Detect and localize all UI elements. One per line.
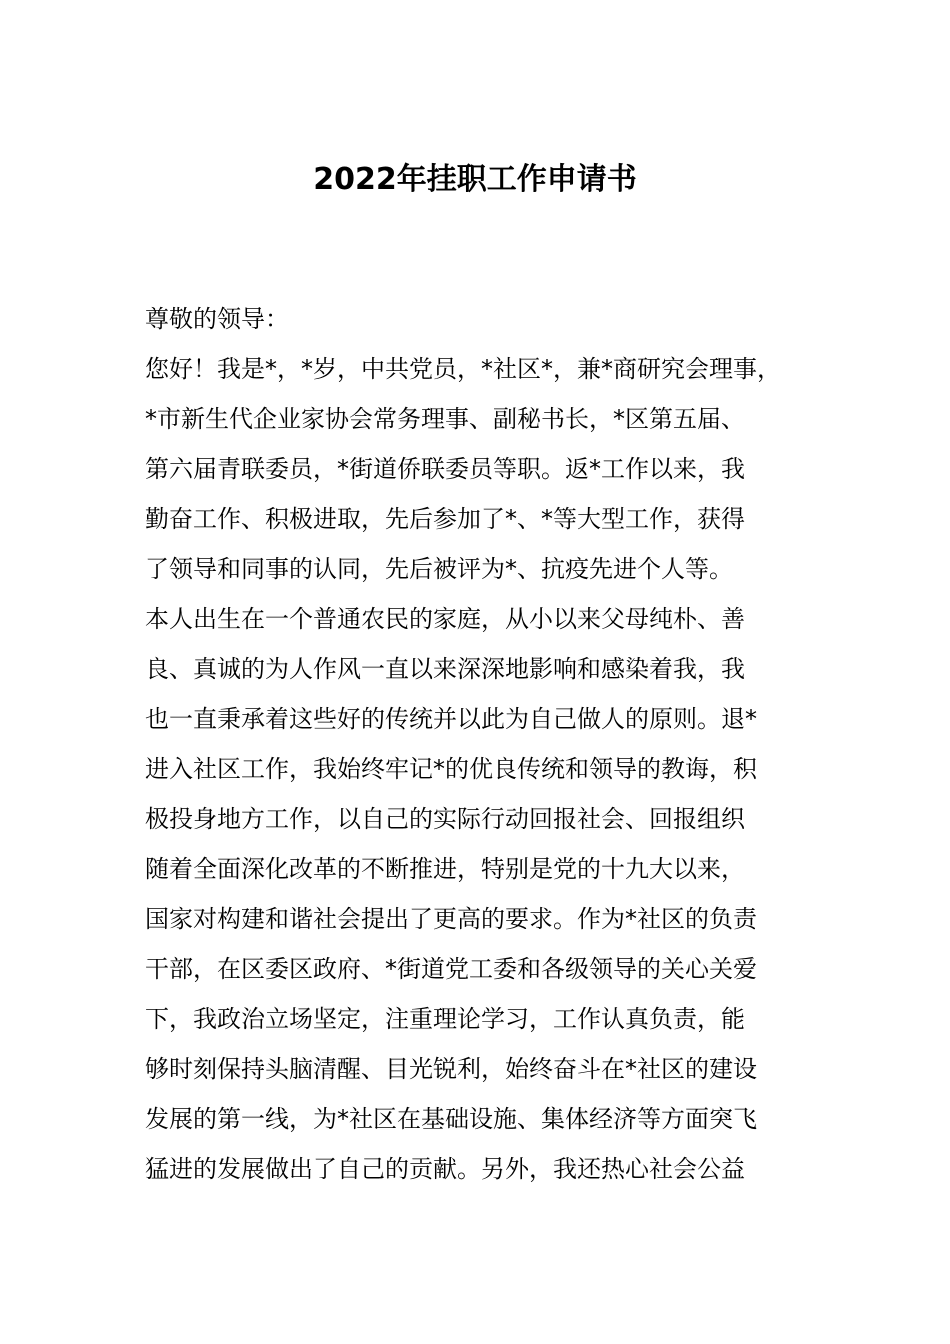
body-line: 尊敬的领导： <box>145 305 289 333</box>
body-line: 发展的第一线，为*社区在基础设施、集体经济等方面突飞 <box>145 1105 757 1133</box>
body-line: 下，我政治立场坚定，注重理论学习，工作认真负责，能 <box>145 1005 745 1033</box>
body-line: 随着全面深化改革的不断推进，特别是党的十九大以来， <box>145 855 745 883</box>
body-line: 够时刻保持头脑清醒、目光锐利，始终奋斗在*社区的建设 <box>145 1055 757 1083</box>
body-line: 您好！我是*，*岁，中共党员，*社区*，兼*商研究会理事， <box>145 355 781 383</box>
body-line: 勤奋工作、积极进取，先后参加了*、*等大型工作，获得 <box>145 505 745 533</box>
document-title: 2022年挂职工作申请书 <box>313 162 637 197</box>
body-line: 进入社区工作，我始终牢记*的优良传统和领导的教诲，积 <box>145 755 757 783</box>
body-line: 干部，在区委区政府、*街道党工委和各级领导的关心关爱 <box>145 955 757 983</box>
body-line: 猛进的发展做出了自己的贡献。另外，我还热心社会公益 <box>145 1155 745 1183</box>
body-line: 第六届青联委员，*街道侨联委员等职。返*工作以来，我 <box>145 455 745 483</box>
body-line: 极投身地方工作，以自己的实际行动回报社会、回报组织 <box>145 805 745 833</box>
body-line: 本人出生在一个普通农民的家庭，从小以来父母纯朴、善 <box>145 605 745 633</box>
body-line: 了领导和同事的认同，先后被评为*、抗疫先进个人等。 <box>145 555 733 583</box>
body-line: 良、真诚的为人作风一直以来深深地影响和感染着我，我 <box>145 655 745 683</box>
body-line: 也一直秉承着这些好的传统并以此为自己做人的原则。退* <box>145 705 757 733</box>
body-line: *市新生代企业家协会常务理事、副秘书长，*区第五届、 <box>145 405 745 433</box>
body-line: 国家对构建和谐社会提出了更高的要求。作为*社区的负责 <box>145 905 757 933</box>
document-body <box>145 294 845 1194</box>
